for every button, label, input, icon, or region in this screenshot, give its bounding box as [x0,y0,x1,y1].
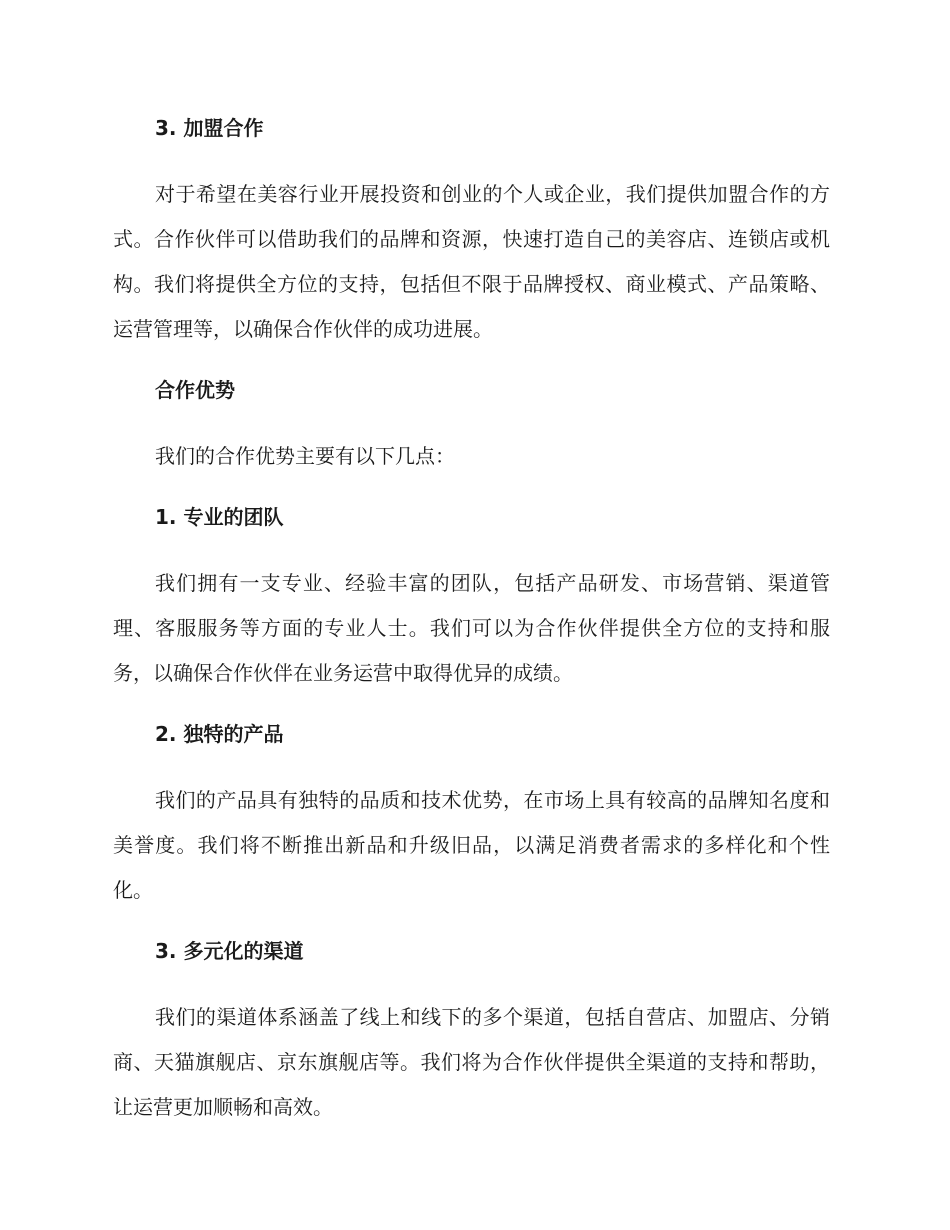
para-franchise-intro: 对于希望在美容行业开展投资和创业的个人或企业，我们提供加盟合作的方式。合作伙伴可以借助我们的品牌和资源，快速打造自己的美容店、连锁店或机构。我们将提供全方位的支持，包括但不限于品牌授权、商业模式、产品策略、运营管理等，以确保合作伙伴的成功进展。 [113,182,830,341]
heading-product: 2. 独特的产品 [155,722,284,746]
para-advantages-intro: 我们的合作优势主要有以下几点： [155,444,455,468]
heading-team: 1. 专业的团队 [155,505,284,529]
para-channels: 我们的渠道体系涵盖了线上和线下的多个渠道，包括自营店、加盟店、分销商、天猫旗舰店、京东旗舰店等。我们将为合作伙伴提供全渠道的支持和帮助，让运营更加顺畅和高效。 [113,1005,830,1119]
heading-advantages: 合作优势 [155,378,235,402]
para-product: 我们的产品具有独特的品质和技术优势，在市场上具有较高的品牌知名度和美誉度。我们将不断推出新品和升级旧品，以满足消费者需求的多样化和个性化。 [113,788,830,902]
heading-channels: 3. 多元化的渠道 [155,939,304,963]
para-team: 我们拥有一支专业、经验丰富的团队，包括产品研发、市场营销、渠道管理、客服服务等方面的专业人士。我们可以为合作伙伴提供全方位的支持和服务，以确保合作伙伴在业务运营中取得优异的成绩。 [113,571,830,685]
heading-franchise: 3. 加盟合作 [155,116,264,140]
